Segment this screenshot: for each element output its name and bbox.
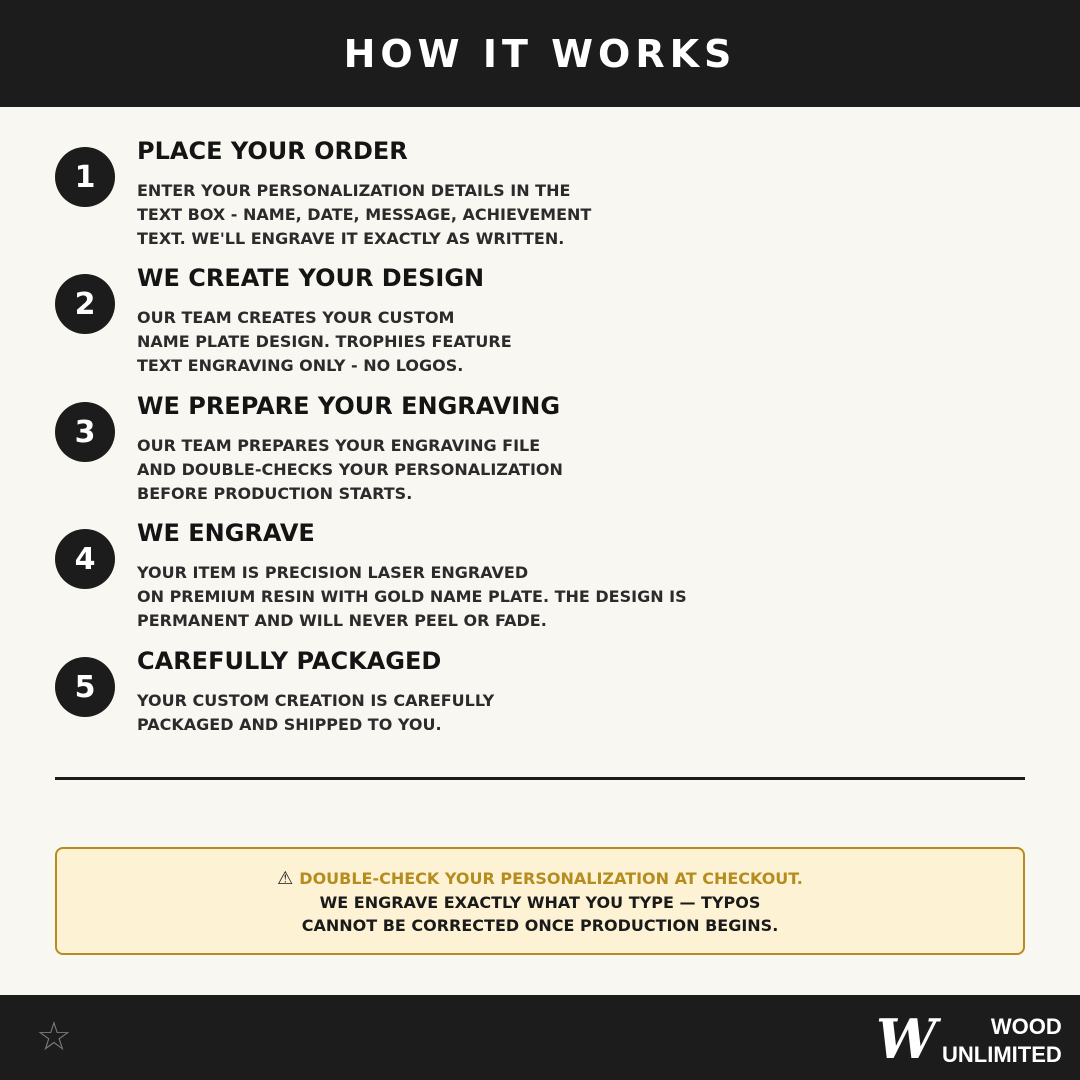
warning-notice (55, 847, 1025, 955)
step-number-badge: 3 (55, 402, 115, 462)
step-title: CAREFULLY PACKAGED (137, 647, 442, 675)
page-title: HOW IT WORKS (343, 31, 737, 76)
section-divider (55, 777, 1025, 780)
step-description-line: OUR TEAM PREPARES YOUR ENGRAVING FILE (137, 436, 541, 455)
step-description (137, 179, 591, 251)
warning-triangle-icon: ⚠ (277, 868, 294, 889)
step-description-line: PERMANENT AND WILL NEVER PEEL OR FADE. (137, 611, 547, 630)
warning-headline: DOUBLE-CHECK YOUR PERSONALIZATION AT CHECKOUT. (299, 869, 803, 888)
step-description-line: TEXT ENGRAVING ONLY - NO LOGOS. (137, 356, 464, 375)
warning-headline-row (57, 867, 1023, 891)
logo-mark: W (876, 1007, 937, 1071)
footer-bar (0, 995, 1080, 1080)
step-number-badge: 1 (55, 147, 115, 207)
step-description-line: NAME PLATE DESIGN. TROPHIES FEATURE (137, 332, 512, 351)
step-description-line: OUR TEAM CREATES YOUR CUSTOM (137, 308, 455, 327)
brand-logo (876, 1007, 1062, 1071)
step-description-line: ON PREMIUM RESIN WITH GOLD NAME PLATE. THE DESIGN IS (137, 587, 687, 606)
warning-line: CANNOT BE CORRECTED ONCE PRODUCTION BEGINS. (301, 916, 779, 935)
step-description-line: ENTER YOUR PERSONALIZATION DETAILS IN THE (137, 181, 571, 200)
step-description (137, 306, 512, 378)
step-title: WE PREPARE YOUR ENGRAVING (137, 392, 561, 420)
step-title: WE ENGRAVE (137, 519, 315, 547)
logo-wordmark (942, 1013, 1062, 1069)
step-description-line: TEXT BOX - NAME, DATE, MESSAGE, ACHIEVEMENT (137, 205, 592, 224)
warning-line: WE ENGRAVE EXACTLY WHAT YOU TYPE — TYPOS (319, 893, 761, 912)
step-description-line: AND DOUBLE-CHECKS YOUR PERSONALIZATION (137, 460, 563, 479)
step-description (137, 434, 563, 506)
step-description-line: BEFORE PRODUCTION STARTS. (137, 484, 413, 503)
step-description-line: YOUR ITEM IS PRECISION LASER ENGRAVED (137, 563, 529, 582)
step-title: PLACE YOUR ORDER (137, 137, 408, 165)
header-bar (0, 0, 1080, 107)
step-number-badge: 2 (55, 274, 115, 334)
star-outline-icon: ☆ (36, 1014, 72, 1060)
step-number-badge: 5 (55, 657, 115, 717)
step-description (137, 561, 687, 633)
step-title: WE CREATE YOUR DESIGN (137, 264, 485, 292)
step-description-line: YOUR CUSTOM CREATION IS CAREFULLY (137, 691, 495, 710)
logo-line: UNLIMITED (942, 1042, 1062, 1067)
step-description-line: TEXT. WE'LL ENGRAVE IT EXACTLY AS WRITTEN. (137, 229, 565, 248)
step-description-line: PACKAGED AND SHIPPED TO YOU. (137, 715, 442, 734)
step-number-badge: 4 (55, 529, 115, 589)
logo-line: WOOD (990, 1014, 1062, 1039)
step-description (137, 689, 494, 737)
